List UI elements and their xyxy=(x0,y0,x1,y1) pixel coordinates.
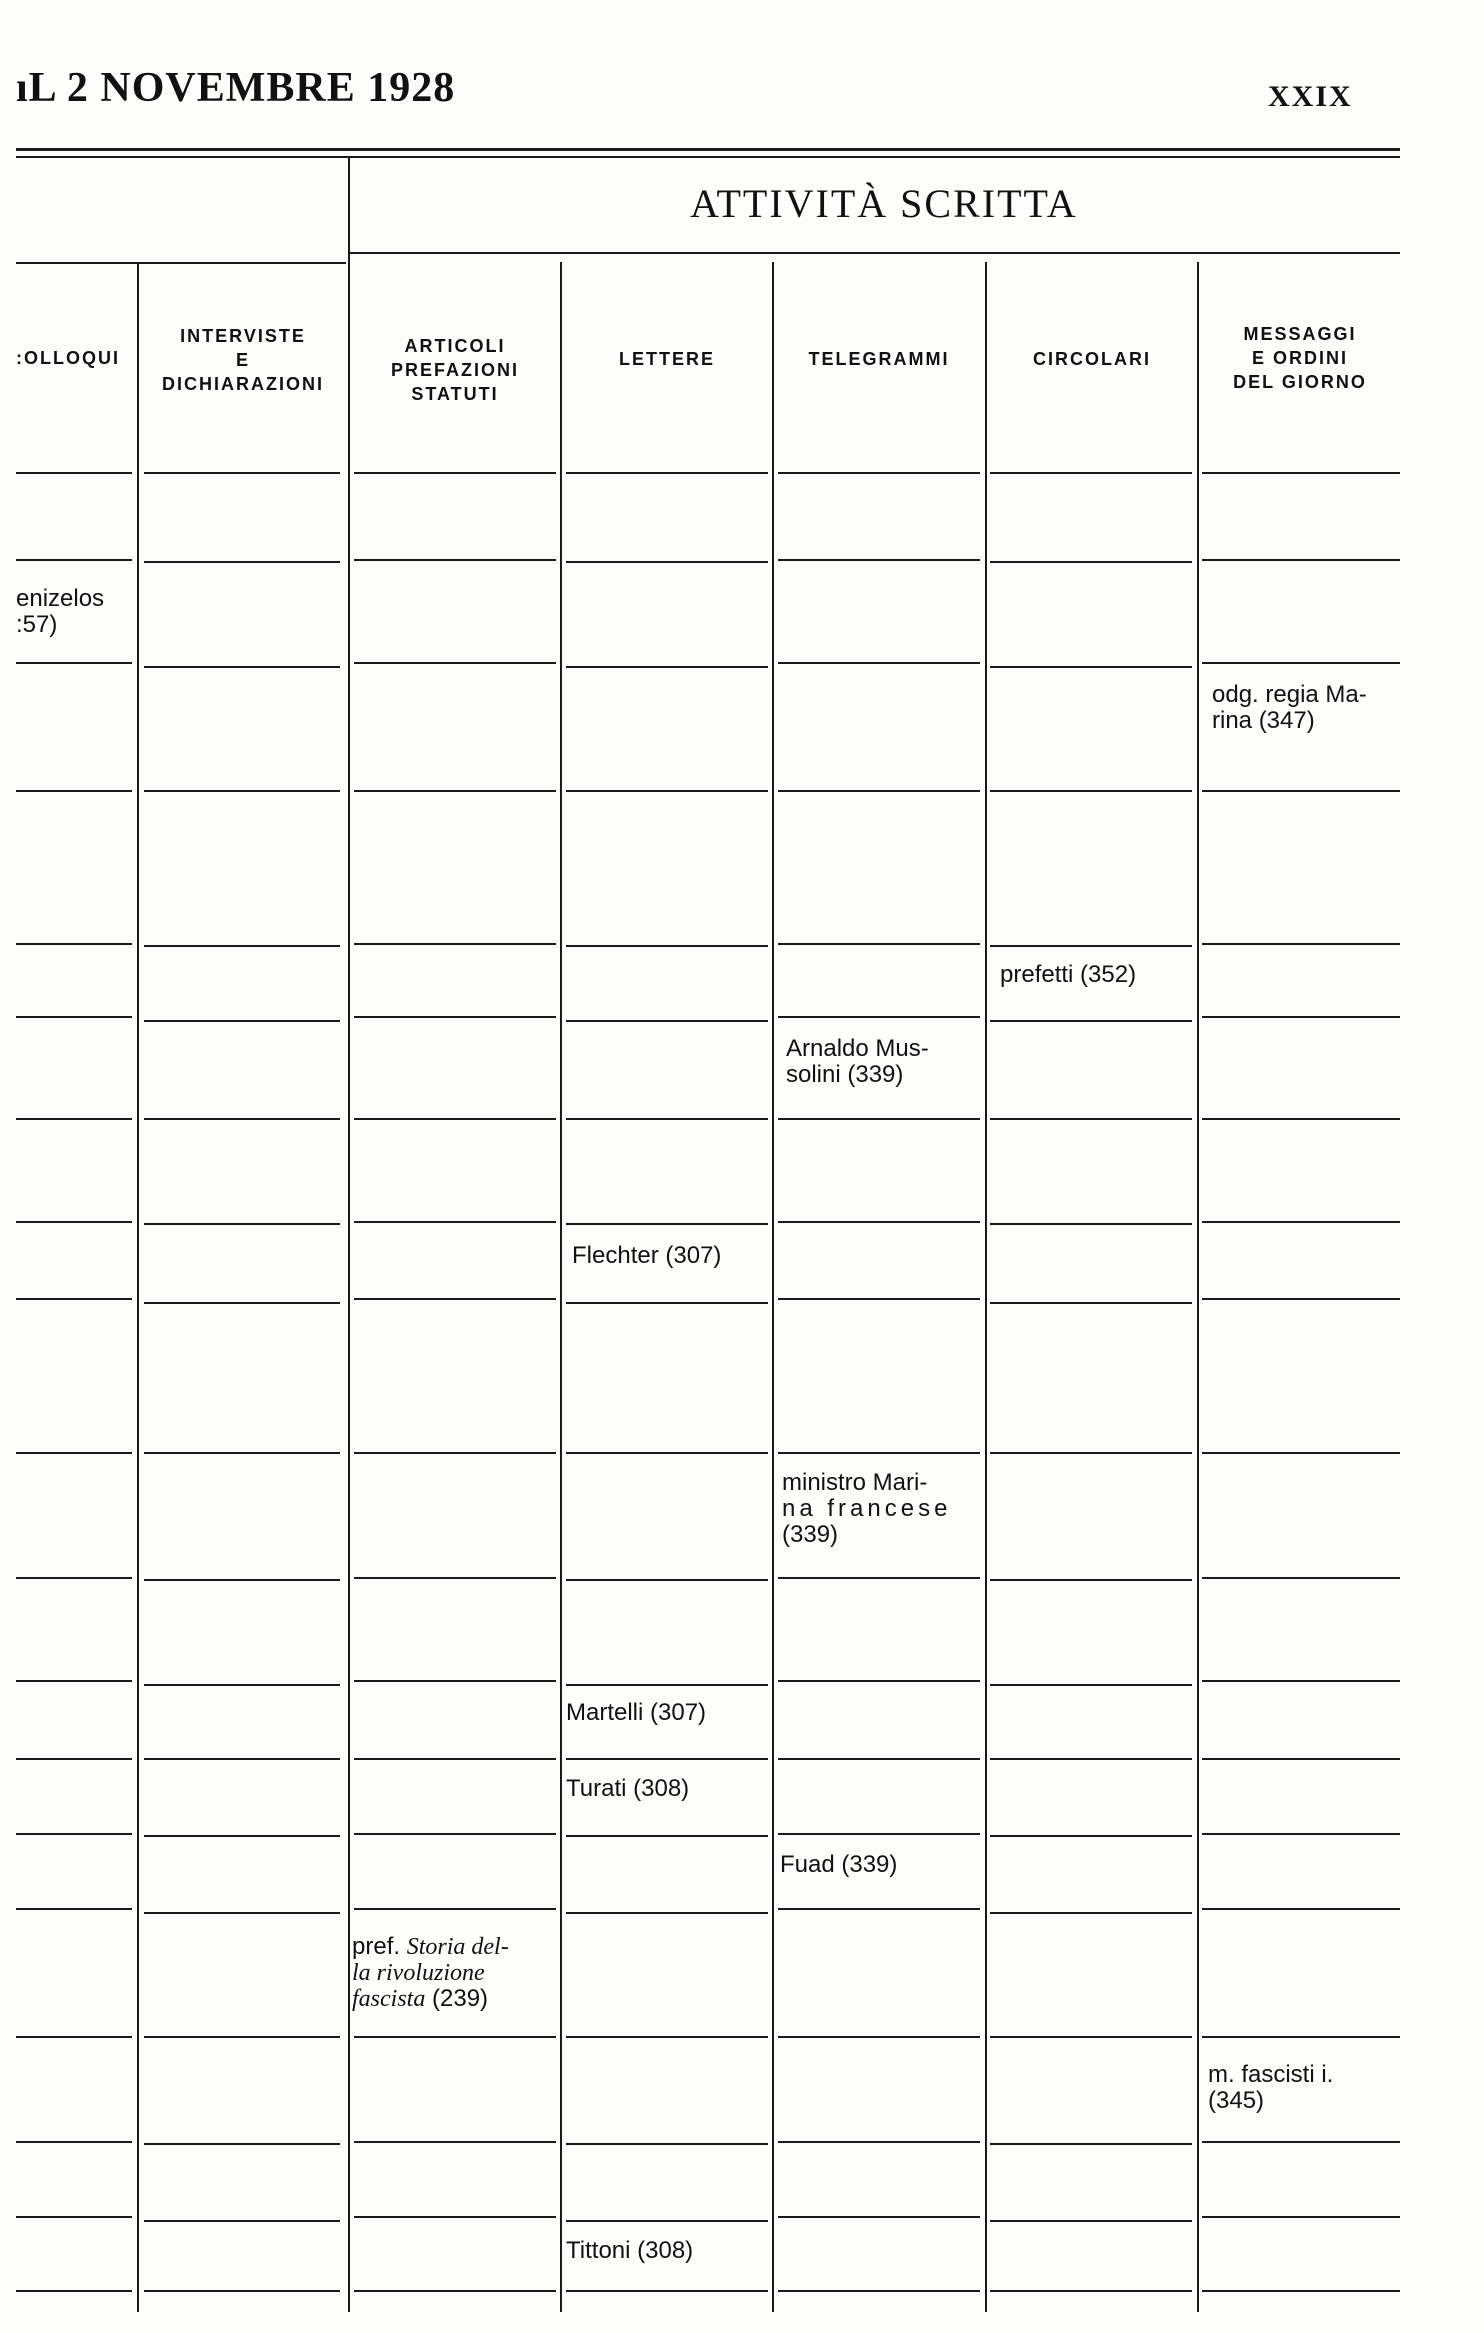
row-rule xyxy=(144,472,340,474)
row-rule xyxy=(354,1016,556,1018)
row-rule xyxy=(566,1684,768,1686)
col-header-telegrammi: TELEGRAMMI xyxy=(808,349,950,369)
row-rule xyxy=(354,559,556,561)
row-rule xyxy=(566,1302,768,1304)
row-rule xyxy=(354,1118,556,1120)
entry-venizelos: enizelos :57) xyxy=(16,585,105,638)
row-rule xyxy=(144,1118,340,1120)
row-rule xyxy=(144,1579,340,1581)
row-rule xyxy=(990,2143,1192,2145)
row-rule xyxy=(990,666,1192,668)
row-rule xyxy=(144,1912,340,1914)
row-rule xyxy=(990,472,1192,474)
row-rule xyxy=(16,1298,132,1300)
row-rule xyxy=(1202,1016,1400,1018)
section-title: ATTIVITÀ SCRITTA xyxy=(690,181,1078,226)
row-rule xyxy=(990,2290,1192,2292)
row-rule xyxy=(16,2036,132,2038)
row-rule xyxy=(778,1298,980,1300)
row-rule xyxy=(566,666,768,668)
row-rule xyxy=(566,1118,768,1120)
row-rule xyxy=(16,662,132,664)
row-rule xyxy=(778,559,980,561)
row-rule xyxy=(778,662,980,664)
row-rule xyxy=(144,790,340,792)
row-rule xyxy=(354,2036,556,2038)
row-rule xyxy=(566,945,768,947)
row-rule xyxy=(990,1302,1192,1304)
row-rule xyxy=(354,1298,556,1300)
row-rule xyxy=(354,1452,556,1454)
row-rule xyxy=(778,1577,980,1579)
row-rule xyxy=(990,1579,1192,1581)
entry-odg-regia-marina: odg. regia Ma- rina (347) xyxy=(1212,681,1367,734)
row-rule xyxy=(16,943,132,945)
entry-arnaldo-mussolini: Arnaldo Mus- solini (339) xyxy=(786,1035,929,1088)
row-rule xyxy=(990,1684,1192,1686)
row-rule xyxy=(778,1452,980,1454)
entry-prefetti: prefetti (352) xyxy=(1000,961,1137,988)
entry-prefazione-storia: pref. Storia del- la rivoluzione fascista (239) xyxy=(352,1933,509,2012)
row-rule xyxy=(16,1221,132,1223)
col-divider-3 xyxy=(560,262,562,2312)
row-rule xyxy=(990,2036,1192,2038)
row-rule xyxy=(566,2143,768,2145)
row-rule xyxy=(144,561,340,563)
col-header-circolari: CIRCOLARI xyxy=(1033,349,1151,369)
row-rule xyxy=(16,1118,132,1120)
row-rule xyxy=(16,1680,132,1682)
row-rule xyxy=(144,1835,340,1837)
row-rule xyxy=(1202,1908,1400,1910)
entry-tittoni: Tittoni (308) xyxy=(566,2237,694,2264)
row-rule xyxy=(778,2141,980,2143)
row-rule xyxy=(566,1579,768,1581)
col-header-articoli: ARTICOLI PREFAZIONI STATUTI xyxy=(390,336,519,404)
row-rule xyxy=(778,1016,980,1018)
row-rule xyxy=(1202,1680,1400,1682)
col-divider-6 xyxy=(1197,262,1199,2312)
row-rule xyxy=(354,1833,556,1835)
row-rule xyxy=(566,1452,768,1454)
page-number: XXIX xyxy=(1268,80,1353,113)
row-rule xyxy=(16,1833,132,1835)
row-rule xyxy=(990,1452,1192,1454)
section-title-rule xyxy=(350,252,1400,254)
row-rule xyxy=(1202,662,1400,664)
col-header-colloqui: :OLLOQUI xyxy=(16,348,120,368)
row-rule xyxy=(1202,472,1400,474)
row-rule xyxy=(354,2141,556,2143)
group-left-rule xyxy=(16,262,346,264)
header-rule-top xyxy=(16,148,1400,151)
row-rule xyxy=(778,2290,980,2292)
row-rule xyxy=(144,2220,340,2222)
row-rule xyxy=(990,1758,1192,1760)
entry-messaggio-fascisti: m. fascisti i. (345) xyxy=(1208,2061,1334,2114)
col-divider-2 xyxy=(348,158,350,2312)
row-rule xyxy=(1202,2216,1400,2218)
row-rule xyxy=(778,1680,980,1682)
row-rule xyxy=(16,1908,132,1910)
row-rule xyxy=(990,1223,1192,1225)
row-rule xyxy=(566,2290,768,2292)
row-rule xyxy=(1202,1577,1400,1579)
row-rule xyxy=(566,1020,768,1022)
row-rule xyxy=(354,1680,556,1682)
row-rule xyxy=(778,943,980,945)
row-rule xyxy=(990,1835,1192,1837)
row-rule xyxy=(1202,790,1400,792)
row-rule xyxy=(144,1302,340,1304)
col-divider-1 xyxy=(137,262,139,2312)
row-rule xyxy=(16,790,132,792)
row-rule xyxy=(778,1908,980,1910)
row-rule xyxy=(16,472,132,474)
col-divider-5 xyxy=(985,262,987,2312)
col-header-lettere: LETTERE xyxy=(618,349,715,369)
row-rule xyxy=(566,472,768,474)
row-rule xyxy=(1202,1758,1400,1760)
row-rule xyxy=(1202,559,1400,561)
col-header-interviste: INTERVISTE E DICHIARAZIONI xyxy=(162,326,324,394)
row-rule xyxy=(990,945,1192,947)
row-rule xyxy=(144,666,340,668)
entry-fuad: Fuad (339) xyxy=(780,1851,898,1878)
entry-turati: Turati (308) xyxy=(566,1775,690,1802)
row-rule xyxy=(354,1221,556,1223)
row-rule xyxy=(354,662,556,664)
row-rule xyxy=(144,2143,340,2145)
row-rule xyxy=(778,1221,980,1223)
row-rule xyxy=(16,559,132,561)
row-rule xyxy=(354,1758,556,1760)
row-rule xyxy=(1202,943,1400,945)
row-rule xyxy=(990,1118,1192,1120)
row-rule xyxy=(1202,2141,1400,2143)
row-rule xyxy=(566,1223,768,1225)
row-rule xyxy=(566,1912,768,1914)
running-header-date: ıL 2 NOVEMBRE 1928 xyxy=(16,65,456,111)
row-rule xyxy=(778,1118,980,1120)
row-rule xyxy=(354,790,556,792)
header-rule-bottom xyxy=(16,156,1400,158)
row-rule xyxy=(354,1908,556,1910)
row-rule xyxy=(144,1020,340,1022)
row-rule xyxy=(990,561,1192,563)
row-rule xyxy=(144,1223,340,1225)
row-rule xyxy=(354,472,556,474)
row-rule xyxy=(1202,1118,1400,1120)
row-rule xyxy=(1202,2036,1400,2038)
row-rule xyxy=(1202,1298,1400,1300)
row-rule xyxy=(566,2220,768,2222)
row-rule xyxy=(990,1020,1192,1022)
row-rule xyxy=(778,790,980,792)
row-rule xyxy=(16,1452,132,1454)
row-rule xyxy=(16,2290,132,2292)
col-header-messaggi: MESSAGGI E ORDINI DEL GIORNO xyxy=(1233,324,1367,392)
row-rule xyxy=(1202,1221,1400,1223)
row-rule xyxy=(16,1758,132,1760)
row-rule xyxy=(354,943,556,945)
row-rule xyxy=(354,2290,556,2292)
row-rule xyxy=(990,790,1192,792)
row-rule xyxy=(1202,1452,1400,1454)
row-rule xyxy=(566,1758,768,1760)
row-rule xyxy=(144,945,340,947)
entry-ministro-marina-francese: ministro Mari- na francese (339) xyxy=(782,1469,952,1548)
row-rule xyxy=(778,472,980,474)
row-rule xyxy=(144,1684,340,1686)
row-rule xyxy=(16,2216,132,2218)
row-rule xyxy=(566,2036,768,2038)
row-rule xyxy=(16,2141,132,2143)
row-rule xyxy=(144,1758,340,1760)
row-rule xyxy=(990,1912,1192,1914)
row-rule xyxy=(1202,2290,1400,2292)
row-rule xyxy=(566,561,768,563)
row-rule xyxy=(354,2216,556,2218)
row-rule xyxy=(566,1835,768,1837)
row-rule xyxy=(16,1016,132,1018)
entry-martelli: Martelli (307) xyxy=(566,1699,707,1726)
row-rule xyxy=(778,1758,980,1760)
col-divider-4 xyxy=(772,262,774,2312)
entry-flechter: Flechter (307) xyxy=(572,1242,722,1269)
row-rule xyxy=(144,1452,340,1454)
row-rule xyxy=(990,2220,1192,2222)
row-rule xyxy=(16,1577,132,1579)
row-rule xyxy=(778,1833,980,1835)
row-rule xyxy=(354,1577,556,1579)
row-rule xyxy=(778,2216,980,2218)
row-rule xyxy=(144,2290,340,2292)
row-rule xyxy=(144,2036,340,2038)
row-rule xyxy=(566,790,768,792)
row-rule xyxy=(1202,1833,1400,1835)
row-rule xyxy=(778,2036,980,2038)
